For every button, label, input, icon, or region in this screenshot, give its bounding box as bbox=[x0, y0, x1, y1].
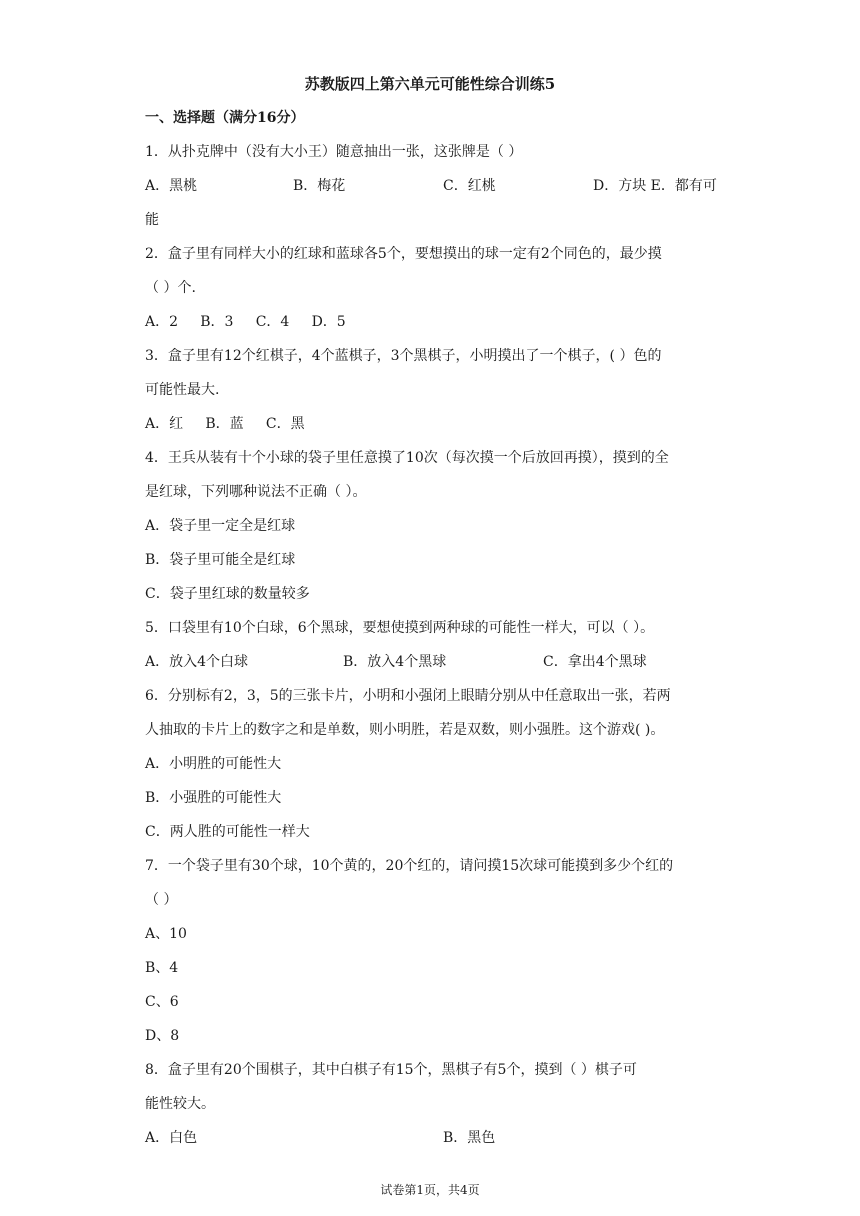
question-4-option-c: C．袋子里红球的数量较多 bbox=[145, 586, 310, 602]
question-8-stem-line-2: 能性较大。 bbox=[145, 1096, 215, 1112]
question-5-stem: 5．口袋里有10个白球，6个黑球，要想使摸到两种球的可能性一样大，可以（ ）。 bbox=[145, 620, 655, 636]
question-2-stem-line-1: 2．盒子里有同样大小的红球和蓝球各5个，要想摸出的球一定有2个同色的，最少摸 bbox=[145, 246, 662, 262]
option-c: C．拿出4个黑球 bbox=[543, 654, 647, 670]
question-6-option-c: C．两人胜的可能性一样大 bbox=[145, 824, 310, 840]
question-7-option-b: B、4 bbox=[145, 960, 179, 976]
question-3-options: A．红 B．蓝 C．黑 bbox=[145, 416, 305, 432]
option-b: B．梅花 bbox=[293, 178, 346, 194]
question-7-option-d: D、8 bbox=[145, 1028, 180, 1044]
question-4-stem-line-2: 是红球，下列哪种说法不正确（ ）。 bbox=[145, 484, 367, 500]
section-heading: 一、选择题（满分16分） bbox=[145, 110, 305, 126]
option-c: C．红桃 bbox=[443, 178, 496, 194]
question-6-option-a: A．小明胜的可能性大 bbox=[145, 756, 282, 772]
question-4-option-b: B．袋子里可能全是红球 bbox=[145, 552, 296, 568]
question-2-options: A．2 B．3 C．4 D．5 bbox=[145, 314, 346, 330]
question-1-options bbox=[145, 176, 725, 196]
question-3-stem-line-2: 可能性最大. bbox=[145, 382, 220, 398]
option-b: B．放入4个黑球 bbox=[343, 654, 447, 670]
page-footer: 试卷第1页，共4页 bbox=[380, 1183, 480, 1197]
question-5-options bbox=[145, 652, 705, 672]
question-4-stem-line-1: 4．王兵从装有十个小球的袋子里任意摸了10次（每次摸一个后放回再摸），摸到的全 bbox=[145, 450, 669, 466]
question-1-stem: 1．从扑克牌中（没有大小王）随意抽出一张，这张牌是（ ） bbox=[145, 144, 523, 160]
document-title: 苏教版四上第六单元可能性综合训练5 bbox=[304, 75, 556, 93]
question-4-option-a: A．袋子里一定全是红球 bbox=[145, 518, 296, 534]
question-7-stem-line-1: 7．一个袋子里有30个球，10个黄的，20个红的，请问摸15次球可能摸到多少个红的 bbox=[145, 858, 674, 874]
question-7-option-a: A、10 bbox=[145, 926, 187, 942]
question-3-stem-line-1: 3．盒子里有12个红棋子，4个蓝棋子，3个黑棋子，小明摸出了一个棋子，( ）色的 bbox=[145, 348, 662, 364]
option-a: A．黑桃 bbox=[145, 178, 198, 194]
question-1-options-wrap: 能 bbox=[145, 212, 159, 228]
question-2-stem-line-2: （ ）个. bbox=[145, 280, 196, 296]
option-a: A．白色 bbox=[145, 1130, 198, 1146]
question-8-stem-line-1: 8．盒子里有20个围棋子，其中白棋子有15个，黑棋子有5个，摸到（ ）棋子可 bbox=[145, 1062, 637, 1078]
question-7-stem-line-2: （ ） bbox=[145, 892, 178, 908]
question-6-stem-line-1: 6．分别标有2，3，5的三张卡片，小明和小强闭上眼睛分别从中任意取出一张，若两 bbox=[145, 688, 671, 704]
option-b: B．黑色 bbox=[443, 1130, 496, 1146]
question-7-option-c: C、6 bbox=[145, 994, 179, 1010]
question-6-stem-line-2: 人抽取的卡片上的数字之和是单数，则小明胜，若是双数，则小强胜。这个游戏( )。 bbox=[145, 722, 665, 738]
question-6-option-b: B．小强胜的可能性大 bbox=[145, 790, 282, 806]
option-a: A．放入4个白球 bbox=[145, 654, 249, 670]
option-d-e: D．方块 E．都有可 bbox=[593, 178, 717, 194]
question-8-options bbox=[145, 1128, 545, 1148]
